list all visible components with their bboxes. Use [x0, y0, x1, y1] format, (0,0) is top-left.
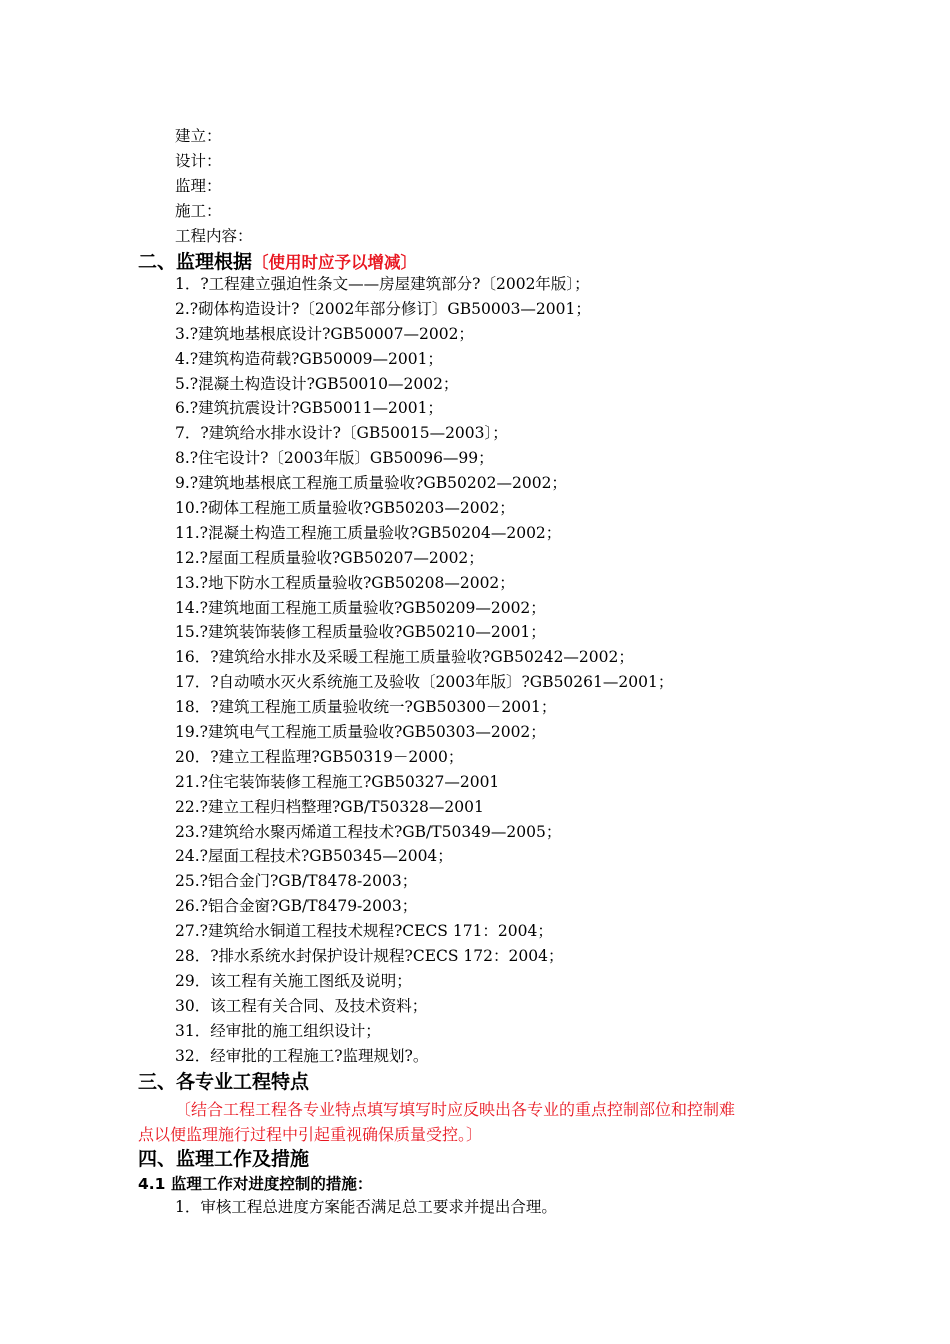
list-item: 32．经审批的工程施工?监理规划?。: [175, 1046, 429, 1065]
list-item: 5.?混凝土构造设计?GB50010—2002；: [175, 374, 459, 393]
list-item: 16．?建筑给水排水及采暖工程施工质量验收?GB50242—2002；: [175, 648, 634, 667]
list-item: 22.?建立工程归档整理?GB/T50328—2001: [175, 797, 484, 816]
list-item: 24.?屋面工程技术?GB50345—2004；: [175, 847, 453, 866]
info-line-construction: 建立：: [175, 127, 222, 145]
list-item: 19.?建筑电气工程施工质量验收?GB50303—2002；: [175, 723, 546, 742]
list-item: 20．?建立工程监理?GB50319－2000；: [175, 747, 464, 766]
list-item: 28．?排水系统水封保护设计规程?CECS 172：2004；: [175, 947, 564, 966]
list-item: 30．该工程有关合同、及技术资料；: [175, 996, 428, 1015]
section4-item-1: 1．审核工程总进度方案能否满足总工要求并提出合理。: [175, 1198, 557, 1216]
list-item: 31．经审批的施工组织设计；: [175, 1021, 381, 1040]
section2-note: 〔使用时应予以增减〕: [252, 253, 418, 272]
list-item: 15.?建筑装饰装修工程质量验收?GB50210—2001；: [175, 623, 546, 642]
section3-note-line2: 点以便监理施行过程中引起重视确保质量受控。〕: [138, 1125, 483, 1144]
list-item: 17．?自动喷水灭火系统施工及验收〔2003年版〕?GB50261—2001；: [175, 673, 674, 692]
list-item: 26.?铝合金窗?GB/T8479-2003；: [175, 897, 418, 916]
basis-list: [175, 272, 673, 1069]
list-item: 25.?铝合金门?GB/T8478-2003；: [175, 872, 418, 891]
list-item: 3.?建筑地基根底设计?GB50007—2002；: [175, 324, 474, 343]
info-line-content: 工程内容：: [175, 227, 253, 245]
list-item: 6.?建筑抗震设计?GB50011—2001；: [175, 399, 443, 418]
list-item: 29．该工程有关施工图纸及说明；: [175, 971, 412, 990]
section2-title: 二、监理根据: [138, 251, 253, 273]
list-item: 12.?屋面工程质量验收?GB50207—2002；: [175, 548, 484, 567]
info-line-design: 设计：: [175, 152, 222, 170]
list-item: 11.?混凝土构造工程施工质量验收?GB50204—2002；: [175, 523, 562, 542]
list-item: 18．?建筑工程施工质量验收统一?GB50300－2001；: [175, 698, 557, 717]
list-item: 1．?工程建立强迫性条文——房屋建筑部分?〔2002年版〕；: [175, 275, 590, 293]
section3-heading: 三、各专业工程特点: [138, 1071, 310, 1093]
list-item: 23.?建筑给水聚丙烯道工程技术?GB/T50349—2005；: [175, 822, 562, 841]
list-item: 8.?住宅设计?〔2003年版〕GB50096—99；: [175, 449, 494, 468]
list-item: 9.?建筑地基根底工程施工质量验收?GB50202—2002；: [175, 474, 567, 493]
list-item: 14.?建筑地面工程施工质量验收?GB50209—2002；: [175, 598, 546, 617]
list-item: 10.?砌体工程施工质量验收?GB50203—2002；: [175, 499, 515, 518]
section3-note-line1: 〔结合工程工程各专业特点填写填写时应反映出各专业的重点控制部位和控制难: [175, 1100, 736, 1119]
list-item: 7．?建筑给水排水设计?〔GB50015—2003〕；: [175, 424, 508, 443]
list-item: 27.?建筑给水铜道工程技术规程?CECS 171：2004；: [175, 922, 553, 941]
list-item: 13.?地下防水工程质量验收?GB50208—2002；: [175, 573, 515, 592]
info-line-supervision: 监理：: [175, 177, 222, 195]
section4-subheading: 4.1 监理工作对进度控制的措施：: [138, 1175, 373, 1193]
list-item: 2.?砌体构造设计?〔2002年部分修订〕GB50003—2001；: [175, 299, 591, 318]
list-item: 4.?建筑构造荷载?GB50009—2001；: [175, 349, 443, 368]
list-item: 21.?住宅装饰装修工程施工?GB50327—2001: [175, 772, 500, 791]
info-line-builder: 施工：: [175, 202, 222, 220]
section4-heading: 四、监理工作及措施: [138, 1148, 310, 1170]
